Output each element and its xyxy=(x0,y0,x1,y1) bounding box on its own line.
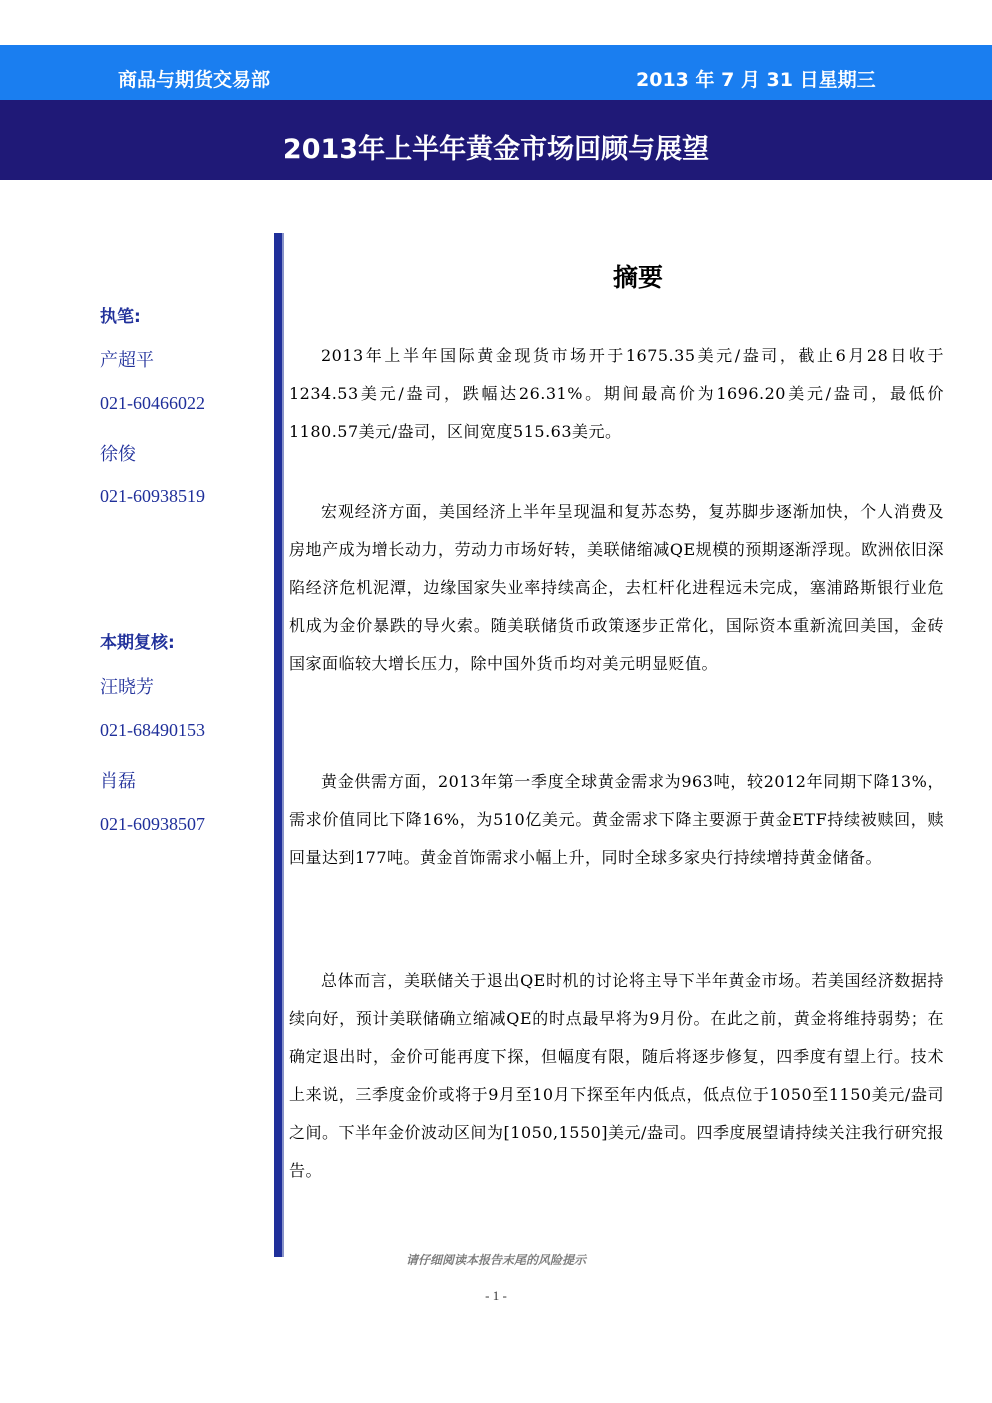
report-title: 2013年上半年黄金市场回顾与展望 xyxy=(282,134,710,165)
page-number: - 1 - xyxy=(485,1288,507,1303)
author-phone: 021-60938519 xyxy=(100,486,205,506)
vertical-divider xyxy=(274,233,282,1257)
title-banner xyxy=(0,100,992,180)
vertical-divider-shadow xyxy=(282,233,284,1257)
reviewer-name: 肖磊 xyxy=(100,771,136,791)
summary-paragraph: 总体而言，美联储关于退出QE时机的讨论将主导下半年黄金市场。若美国经济数据持续向好，预计美联储确立缩减QE的时点最早将为9月份。在此之前，黄金将维持弱势；在确定退出时，金价可能再度下探，但幅度有限，随后将逐步修复，四季度有望上行。技术上来说，三季度金价或将于9月至10月下探至年内低点，低点位于1050至1150美元/盎司之间。下半年金价波动区间为[1050,1550]美元/盎司。四季度展望请持续关注我行研究报告。 xyxy=(289,971,944,1180)
author-phone: 021-60466022 xyxy=(100,393,205,413)
review-heading: 本期复核: xyxy=(100,633,175,653)
summary-heading: 摘要 xyxy=(613,263,664,292)
header-top-bar xyxy=(0,45,992,100)
reviewer-name: 汪晓芳 xyxy=(100,677,154,697)
author-name: 产超平 xyxy=(100,350,154,370)
author-heading: 执笔: xyxy=(100,307,141,327)
reviewer-phone: 021-68490153 xyxy=(100,720,205,740)
summary-paragraph: 黄金供需方面，2013年第一季度全球黄金需求为963吨，较2012年同期下降13%，需求价值同比下降16%，为510亿美元。黄金需求下降主要源于黄金ETF持续被赎回，赎回量达到177吨。黄金首饰需求小幅上升，同时全球多家央行持续增持黄金储备。 xyxy=(289,772,944,867)
summary-paragraph: 2013年上半年国际黄金现货市场开于1675.35美元/盎司，截止6月28日收于1234.53美元/盎司，跌幅达26.31%。期间最高价为1696.20美元/盎司，最低价1180.57美元/盎司，区间宽度515.63美元。 xyxy=(289,346,944,441)
department-name: 商品与期货交易部 xyxy=(118,69,271,91)
summary-paragraph: 宏观经济方面，美国经济上半年呈现温和复苏态势，复苏脚步逐渐加快，个人消费及房地产成为增长动力，劳动力市场好转，美联储缩减QE规模的预期逐渐浮现。欧洲依旧深陷经济危机泥潭，边缘国家失业率持续高企，去杠杆化进程远未完成，塞浦路斯银行业危机成为金价暴跌的导火索。随美联储货币政策逐步正常化，国际资本重新流回美国，金砖国家面临较大增长压力，除中国外货币均对美元明显贬值。 xyxy=(289,502,944,673)
reviewer-phone: 021-60938507 xyxy=(100,814,205,834)
author-name: 徐俊 xyxy=(100,444,136,464)
report-date: 2013 年 7 月 31 日星期三 xyxy=(636,69,876,91)
risk-notice: 请仔细阅读本报告末尾的风险提示 xyxy=(405,1253,586,1267)
